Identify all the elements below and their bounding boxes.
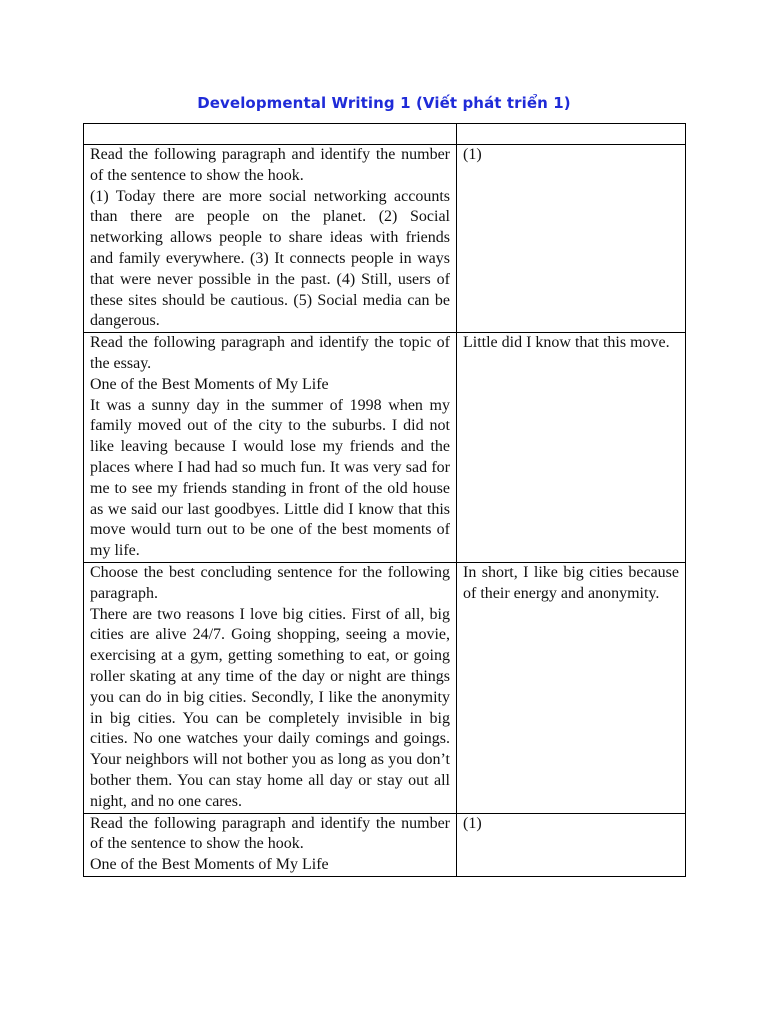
answer-text: Little did I know that this move. (463, 334, 670, 352)
table-row (84, 333, 686, 563)
question-cell (84, 813, 457, 876)
answer-cell (457, 562, 686, 813)
question-cell (84, 145, 457, 333)
question-prompt: Read the following paragraph and identify the topic of the essay. (90, 334, 450, 372)
exercise-table (83, 123, 686, 877)
answer-cell (457, 333, 686, 563)
page-title: Developmental Writing 1 (Viết phát triển 1) (197, 94, 571, 112)
table-row (84, 813, 686, 876)
question-paragraph: It was a sunny day in the summer of 1998 when my family moved out of the city to the suburbs. I did not like leaving because I would lose my friends and the places where I had had so much fun. It was very sad for me to see my friends standing in front of the old house as we said our last goodbyes. Little did I know that this move would turn out to be one of the best moments of my life. (90, 396, 450, 560)
header-cell-answer (457, 124, 686, 145)
table-header-row (84, 124, 686, 145)
answer-cell (457, 145, 686, 333)
answer-text: (1) (463, 814, 482, 832)
answer-text: (1) (463, 146, 482, 163)
question-paragraph: (1) Today there are more social networking accounts than there are people on the planet. (2) Social networking allows people to share ideas with friends and family everywhere. (3) It connects people in ways that were never possible in the past. (4) Still, users of these sites should be cautious. (5) Social media can be dangerous. (90, 187, 450, 330)
question-cell (84, 562, 457, 813)
table-row (84, 562, 686, 813)
header-cell-question (84, 124, 457, 145)
essay-heading: One of the Best Moments of My Life (90, 856, 329, 874)
table-row (84, 145, 686, 333)
question-prompt: Read the following paragraph and identify the number of the sentence to show the hook. (90, 814, 450, 853)
question-paragraph: There are two reasons I love big cities. First of all, big cities are alive 24/7. Going shopping, seeing a movie, exercising at a gym, getting something to eat, or going roller skating at any time of the day or night are things you can do in big cities. Secondly, I like the anonymity in big cities. You can be completely invisible in big cities. No one watches your daily comings and goings. Your neighbors will not bother you as long as you don’t bother them. You can stay home all day or stay out all night, and no one cares. (90, 605, 450, 810)
essay-heading: One of the Best Moments of My Life (90, 375, 329, 393)
answer-text: In short, I like big cities because of their energy and anonymity. (463, 563, 679, 602)
question-prompt: Choose the best concluding sentence for the following paragraph. (90, 563, 450, 602)
answer-cell (457, 813, 686, 876)
question-cell (84, 333, 457, 563)
question-prompt: Read the following paragraph and identify the number of the sentence to show the hook. (90, 146, 450, 184)
